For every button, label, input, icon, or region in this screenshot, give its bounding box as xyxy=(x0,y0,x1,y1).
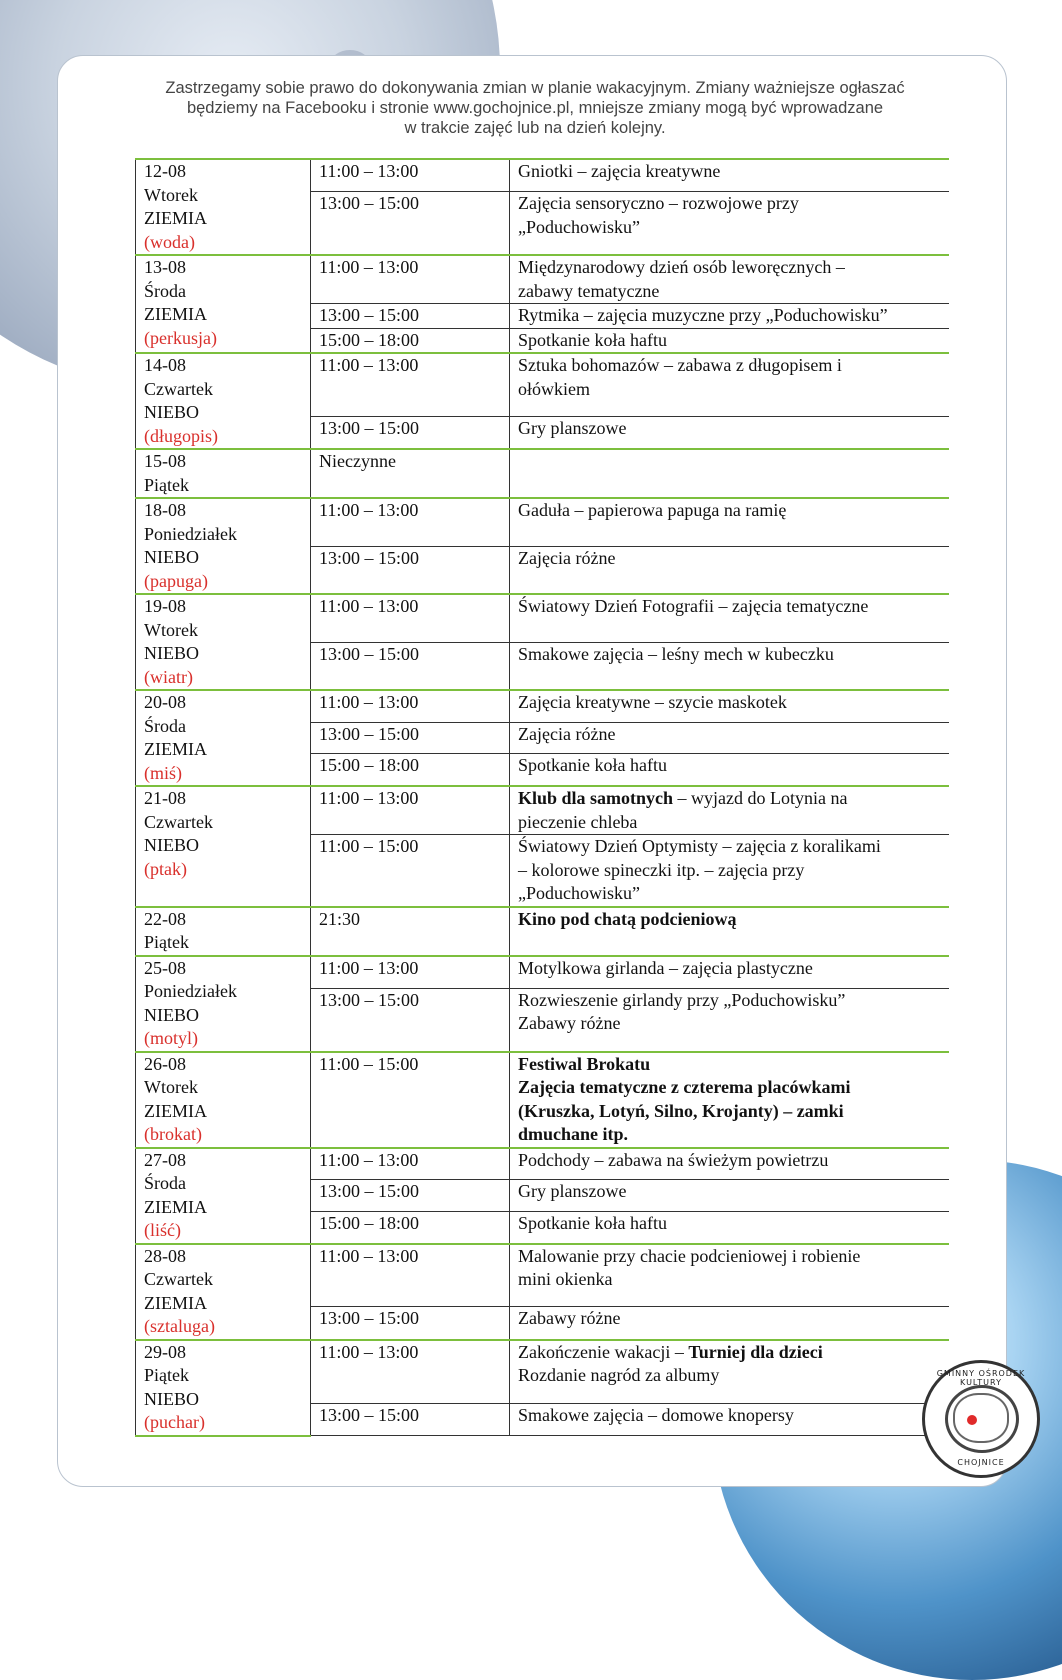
schedule-row xyxy=(136,786,950,835)
time-cell: 13:00 – 15:00 xyxy=(311,722,510,754)
activity-text: Smakowe zajęcia – domowe knopersy xyxy=(518,1404,794,1425)
activity-text: Motylkowa girlanda – zajęcia plastyczne xyxy=(518,957,813,978)
activity-cell xyxy=(510,690,950,722)
time-cell: 11:00 – 15:00 xyxy=(311,1052,510,1148)
time-cell: 15:00 – 18:00 xyxy=(311,754,510,786)
logo-bottom-text: CHOJNICE xyxy=(957,1458,1005,1467)
schedule-row xyxy=(136,1244,950,1307)
activity-cell xyxy=(510,642,950,690)
activity-cell xyxy=(510,956,950,989)
day-weekday: Piątek xyxy=(144,474,189,495)
day-cell xyxy=(136,786,311,907)
activity-cell xyxy=(510,1403,950,1435)
activity-text: Zakończenie wakacji – xyxy=(518,1341,689,1362)
time-cell: 21:30 xyxy=(311,907,510,956)
day-group: NIEBO xyxy=(144,402,199,422)
activity-text-bold: Kino pod chatą podcieniową xyxy=(518,908,737,929)
time-cell: 11:00 – 13:00 xyxy=(311,498,510,546)
schedule-row xyxy=(136,449,950,498)
logo-top-text: GMINNY OŚRODEK KULTURY xyxy=(936,1369,1026,1387)
day-date: 15-08 xyxy=(144,451,186,471)
day-group: NIEBO xyxy=(144,643,199,663)
day-cell xyxy=(136,594,311,690)
notice-line: będziemy na Facebooku i stronie www.gochojnice.pl, mniejsze zmiany mogą być wprowadzane xyxy=(186,99,884,117)
day-cell xyxy=(136,1052,311,1148)
day-weekday: Środa xyxy=(144,1173,186,1193)
activity-text: Zajęcia sensoryczno – rozwojowe przy xyxy=(518,193,799,214)
activity-text-bold: Turniej dla dzieci xyxy=(688,1341,823,1362)
activity-cell xyxy=(510,907,950,956)
activity-cell xyxy=(510,546,950,594)
day-theme: (ptak) xyxy=(144,858,187,879)
day-date: 29-08 xyxy=(144,1341,186,1362)
activity-text: Rozdanie nagród za albumy xyxy=(518,1365,720,1385)
time-cell: 13:00 – 15:00 xyxy=(311,546,510,594)
activity-text: Zabawy różne xyxy=(518,1308,621,1329)
activity-text-bold: (Kruszka, Lotyń, Silno, Krojanty) – zamki xyxy=(518,1100,844,1121)
activity-cell xyxy=(510,416,950,449)
day-cell xyxy=(136,956,311,1052)
schedule-row xyxy=(136,353,950,416)
time-cell: 11:00 – 13:00 xyxy=(311,1244,510,1307)
day-theme: (motyl) xyxy=(144,1028,198,1048)
schedule-row xyxy=(136,1340,950,1404)
day-cell xyxy=(136,690,311,786)
day-theme: (papuga) xyxy=(144,570,208,591)
schedule-row xyxy=(136,498,950,546)
day-date: 22-08 xyxy=(144,908,186,929)
day-weekday: Czwartek xyxy=(144,811,213,832)
activity-cell xyxy=(510,1211,950,1243)
activity-text: Rytmika – zajęcia muzyczne przy „Poduchowisku” xyxy=(518,305,888,325)
schedule-row xyxy=(136,907,950,956)
activity-cell xyxy=(510,353,950,416)
day-cell xyxy=(136,1244,311,1340)
time-cell: 13:00 – 15:00 xyxy=(311,304,510,329)
time-cell: 13:00 – 15:00 xyxy=(311,416,510,449)
time-cell: 11:00 – 13:00 xyxy=(311,255,510,304)
day-date: 27-08 xyxy=(144,1149,186,1170)
activity-text: Zajęcia różne xyxy=(518,547,616,568)
day-weekday: Piątek xyxy=(144,932,189,952)
day-cell xyxy=(136,353,311,449)
time-cell: 13:00 – 15:00 xyxy=(311,1307,510,1340)
activity-text-bold: Zajęcia tematyczne z czterema placówkami xyxy=(518,1077,851,1097)
day-theme: (perkusja) xyxy=(144,327,217,348)
day-group: ZIEMIA xyxy=(144,1196,207,1217)
day-date: 26-08 xyxy=(144,1053,186,1074)
activity-text: Zajęcia kreatywne – szycie maskotek xyxy=(518,692,787,712)
activity-cell xyxy=(510,722,950,754)
activity-cell xyxy=(510,1180,950,1212)
day-weekday: Piątek xyxy=(144,1365,189,1385)
day-date: 18-08 xyxy=(144,500,186,520)
schedule-row xyxy=(136,594,950,642)
day-cell xyxy=(136,907,311,956)
day-cell xyxy=(136,449,311,498)
activity-text: Gry planszowe xyxy=(518,1181,627,1202)
day-group: NIEBO xyxy=(144,1004,199,1025)
activity-text: Gniotki – zajęcia kreatywne xyxy=(518,161,721,181)
activity-text-bold: Klub dla samotnych xyxy=(518,788,674,808)
activity-cell xyxy=(510,1148,950,1180)
day-date: 13-08 xyxy=(144,257,186,277)
activity-cell xyxy=(510,304,950,329)
schedule-row xyxy=(136,255,950,304)
time-cell: Nieczynne xyxy=(311,449,510,498)
day-theme: (liść) xyxy=(144,1220,181,1240)
activity-text: mini okienka xyxy=(518,1269,613,1289)
activity-text-bold: Festiwal Brokatu xyxy=(518,1053,651,1074)
day-cell xyxy=(136,255,311,353)
activity-text: Zabawy różne xyxy=(518,1013,621,1034)
notice-text xyxy=(100,78,970,138)
activity-text: – wyjazd do Lotynia na xyxy=(673,788,848,808)
activity-cell xyxy=(510,786,950,835)
day-cell xyxy=(136,1340,311,1436)
activity-cell xyxy=(510,498,950,546)
day-cell xyxy=(136,159,311,255)
activity-text: Spotkanie koła haftu xyxy=(518,329,667,350)
activity-cell xyxy=(510,754,950,786)
day-cell xyxy=(136,498,311,594)
activity-text: pieczenie chleba xyxy=(518,811,638,832)
day-theme: (długopis) xyxy=(144,425,218,446)
time-cell: 11:00 – 13:00 xyxy=(311,956,510,989)
day-date: 19-08 xyxy=(144,596,186,616)
activity-text: Zajęcia różne xyxy=(518,723,616,744)
time-cell: 13:00 – 15:00 xyxy=(311,1180,510,1212)
gok-chojnice-logo xyxy=(922,1360,1040,1478)
day-weekday: Środa xyxy=(144,715,186,736)
day-date: 12-08 xyxy=(144,161,186,181)
day-date: 25-08 xyxy=(144,957,186,978)
activity-cell xyxy=(510,328,950,353)
day-group: ZIEMIA xyxy=(144,1292,207,1313)
schedule-table xyxy=(135,158,949,1437)
activity-text: Spotkanie koła haftu xyxy=(518,755,667,776)
activity-text: Rozwieszenie girlandy przy „Poduchowisku” xyxy=(518,989,846,1010)
activity-text-bold: dmuchane itp. xyxy=(518,1124,629,1144)
day-weekday: Wtorek xyxy=(144,184,198,205)
activity-cell xyxy=(510,449,950,498)
logo-red-dot xyxy=(967,1415,977,1425)
day-theme: (miś) xyxy=(144,762,182,783)
activity-text: „Poduchowisku” xyxy=(518,216,640,237)
time-cell: 11:00 – 13:00 xyxy=(311,786,510,835)
day-group: ZIEMIA xyxy=(144,304,207,324)
time-cell: 13:00 – 15:00 xyxy=(311,642,510,690)
schedule-row xyxy=(136,956,950,989)
notice-line: Zastrzegamy sobie prawo do dokonywania zmian w planie wakacyjnym. Zmiany ważniejsze ogłaszać xyxy=(165,79,905,97)
notice-line: w trakcie zajęć lub na dzień kolejny. xyxy=(404,119,666,137)
day-weekday: Środa xyxy=(144,280,186,301)
activity-cell xyxy=(510,594,950,642)
day-weekday: Czwartek xyxy=(144,378,213,399)
day-theme: (sztaluga) xyxy=(144,1316,215,1336)
day-date: 21-08 xyxy=(144,788,186,808)
day-weekday: Wtorek xyxy=(144,619,198,640)
time-cell: 11:00 – 13:00 xyxy=(311,594,510,642)
time-cell: 15:00 – 18:00 xyxy=(311,1211,510,1243)
time-cell: 13:00 – 15:00 xyxy=(311,192,510,255)
day-theme: (wiatr) xyxy=(144,666,193,687)
day-group: NIEBO xyxy=(144,1388,199,1409)
schedule-row xyxy=(136,1052,950,1148)
day-theme: (woda) xyxy=(144,231,195,252)
activity-cell xyxy=(510,255,950,304)
activity-text: – kolorowe spineczki itp. – zajęcia przy xyxy=(518,859,805,880)
time-cell: 15:00 – 18:00 xyxy=(311,328,510,353)
schedule-row xyxy=(136,159,950,192)
activity-cell xyxy=(510,1052,950,1148)
day-group: ZIEMIA xyxy=(144,208,207,228)
activity-text: Gaduła – papierowa papuga na ramię xyxy=(518,500,787,520)
activity-cell xyxy=(510,1340,950,1404)
activity-text: „Poduchowisku” xyxy=(518,883,640,903)
activity-text: ołówkiem xyxy=(518,378,590,399)
time-cell: 13:00 – 15:00 xyxy=(311,1403,510,1435)
time-cell: 11:00 – 13:00 xyxy=(311,690,510,722)
activity-text: Spotkanie koła haftu xyxy=(518,1212,667,1233)
day-date: 28-08 xyxy=(144,1245,186,1266)
activity-text: Podchody – zabawa na świeżym powietrzu xyxy=(518,1149,829,1170)
activity-text: Światowy Dzień Optymisty – zajęcia z koralikami xyxy=(518,836,881,856)
time-cell: 11:00 – 13:00 xyxy=(311,1340,510,1404)
schedule-row xyxy=(136,1148,950,1180)
day-date: 14-08 xyxy=(144,355,186,375)
day-weekday: Poniedziałek xyxy=(144,981,237,1001)
activity-cell xyxy=(510,835,950,907)
activity-text: Malowanie przy chacie podcieniowej i robienie xyxy=(518,1245,861,1266)
activity-cell xyxy=(510,988,950,1051)
schedule-row xyxy=(136,690,950,722)
day-group: NIEBO xyxy=(144,547,199,567)
time-cell: 11:00 – 13:00 xyxy=(311,353,510,416)
day-weekday: Czwartek xyxy=(144,1269,213,1289)
activity-cell xyxy=(510,192,950,255)
activity-text: zabawy tematyczne xyxy=(518,280,660,301)
day-group: ZIEMIA xyxy=(144,1100,207,1121)
day-group: NIEBO xyxy=(144,835,199,855)
day-group: ZIEMIA xyxy=(144,739,207,759)
day-weekday: Poniedziałek xyxy=(144,523,237,544)
day-theme: (puchar) xyxy=(144,1412,205,1432)
activity-text: Smakowe zajęcia – leśny mech w kubeczku xyxy=(518,643,834,664)
activity-text: Międzynarodowy dzień osób leworęcznych – xyxy=(518,257,845,277)
time-cell: 11:00 – 13:00 xyxy=(311,1148,510,1180)
time-cell: 11:00 – 13:00 xyxy=(311,159,510,192)
day-cell xyxy=(136,1148,311,1244)
day-theme: (brokat) xyxy=(144,1124,202,1144)
activity-text: Światowy Dzień Fotografii – zajęcia tematyczne xyxy=(518,596,869,616)
activity-text: Gry planszowe xyxy=(518,417,627,438)
activity-cell xyxy=(510,1307,950,1340)
time-cell: 13:00 – 15:00 xyxy=(311,988,510,1051)
time-cell: 11:00 – 15:00 xyxy=(311,835,510,907)
activity-cell xyxy=(510,1244,950,1307)
day-date: 20-08 xyxy=(144,692,186,712)
day-weekday: Wtorek xyxy=(144,1077,198,1097)
activity-text: Sztuka bohomazów – zabawa z długopisem i xyxy=(518,355,842,375)
activity-cell xyxy=(510,159,950,192)
